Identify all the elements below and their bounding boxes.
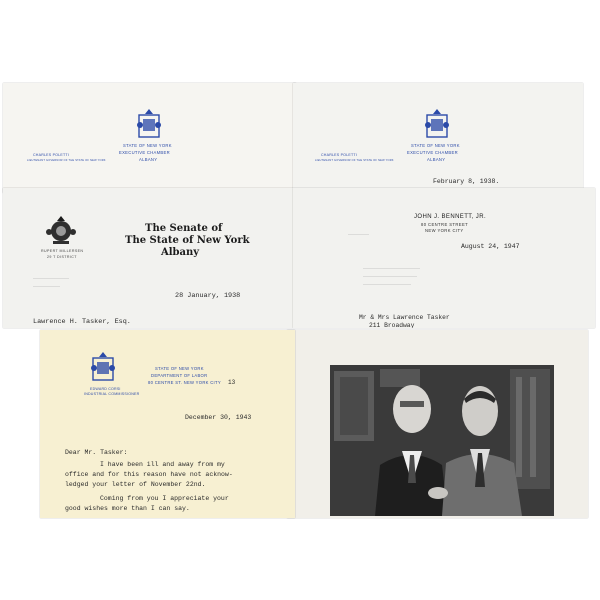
photograph xyxy=(330,365,554,516)
body-line: Coming from you I appreciate your xyxy=(100,495,229,502)
heading-city: ALBANY xyxy=(427,157,446,162)
sender-name: JOHN J. BENNETT, JR. xyxy=(414,214,487,220)
letter-executive-chamber-2 xyxy=(293,83,583,193)
heading-chamber: EXECUTIVE CHAMBER xyxy=(119,150,170,155)
heading-state: STATE OF NEW YORK xyxy=(411,143,460,148)
heading-department: DEPARTMENT OF LABOR xyxy=(151,373,208,378)
state-seal-icon xyxy=(422,107,452,141)
addressee: Lawrence H. Tasker, Esq. xyxy=(33,318,131,326)
letter-date: December 30, 1943 xyxy=(185,414,252,421)
sender-address: 80 CENTRE STREET xyxy=(421,222,469,227)
sender-title: LIEUTENANT GOVERNOR OF THE STATE OF NEW YORK xyxy=(315,159,394,162)
state-seal-icon xyxy=(88,350,118,384)
faded-text: ──────────── xyxy=(33,276,70,282)
senator-name: RUPERT MILLERSEN xyxy=(41,249,84,253)
faded-text: ──────────────── xyxy=(363,282,412,288)
body-line: ledged your letter of November 22nd. xyxy=(65,481,206,488)
salutation: Dear Mr. Tasker: xyxy=(65,449,128,456)
photo-mount xyxy=(287,330,588,518)
sender-name: CHARLES POLETTI xyxy=(321,153,357,157)
senator-district: 29 T DISTRICT xyxy=(47,255,77,259)
faded-text: ─────── xyxy=(348,232,370,238)
state-seal-icon xyxy=(134,107,164,141)
letter-date: August 24, 1947 xyxy=(461,243,520,250)
faded-text: ─────────────────── xyxy=(363,266,421,272)
letter-date: 28 January, 1938 xyxy=(175,292,241,300)
letter-senate xyxy=(3,188,293,328)
sender-title: INDUSTRIAL COMMISSIONER xyxy=(84,392,140,396)
sender-city: NEW YORK CITY xyxy=(425,228,464,233)
letter-executive-chamber-1 xyxy=(3,83,296,193)
letter-department-of-labor xyxy=(40,330,295,518)
body-line: office and for this reason have not acknow- xyxy=(65,471,233,478)
addressee-line-2: 211 Broadway xyxy=(369,322,415,328)
heading-city: ALBANY xyxy=(139,157,158,162)
state-seal-icon xyxy=(44,215,78,245)
masthead-line-1: The Senate of xyxy=(145,223,223,234)
heading-state: STATE OF NEW YORK xyxy=(155,366,204,371)
letter-bennett xyxy=(293,188,595,328)
sender-title: LIEUTENANT GOVERNOR OF THE STATE OF NEW YORK xyxy=(27,159,106,162)
faded-text: ───────── xyxy=(33,284,61,290)
faded-text: ────────────────── xyxy=(363,274,418,280)
masthead-line-2: The State of New York xyxy=(125,235,250,246)
sender-name: EDWARD CORSI xyxy=(90,387,121,391)
body-line: I have been ill and away from my xyxy=(100,461,225,468)
heading-state: STATE OF NEW YORK xyxy=(123,143,172,148)
masthead-line-3: Albany xyxy=(161,247,200,258)
heading-chamber: EXECUTIVE CHAMBER xyxy=(407,150,458,155)
body-line: good wishes more than I can say. xyxy=(65,505,190,512)
addressee-line-1: Mr & Mrs Lawrence Tasker xyxy=(359,314,450,321)
letter-number: 13 xyxy=(228,379,236,386)
letter-date: February 8, 1938. xyxy=(433,178,500,185)
heading-address: 80 CENTRE ST. NEW YORK CITY xyxy=(148,380,221,385)
sender-name: CHARLES POLETTI xyxy=(33,153,69,157)
